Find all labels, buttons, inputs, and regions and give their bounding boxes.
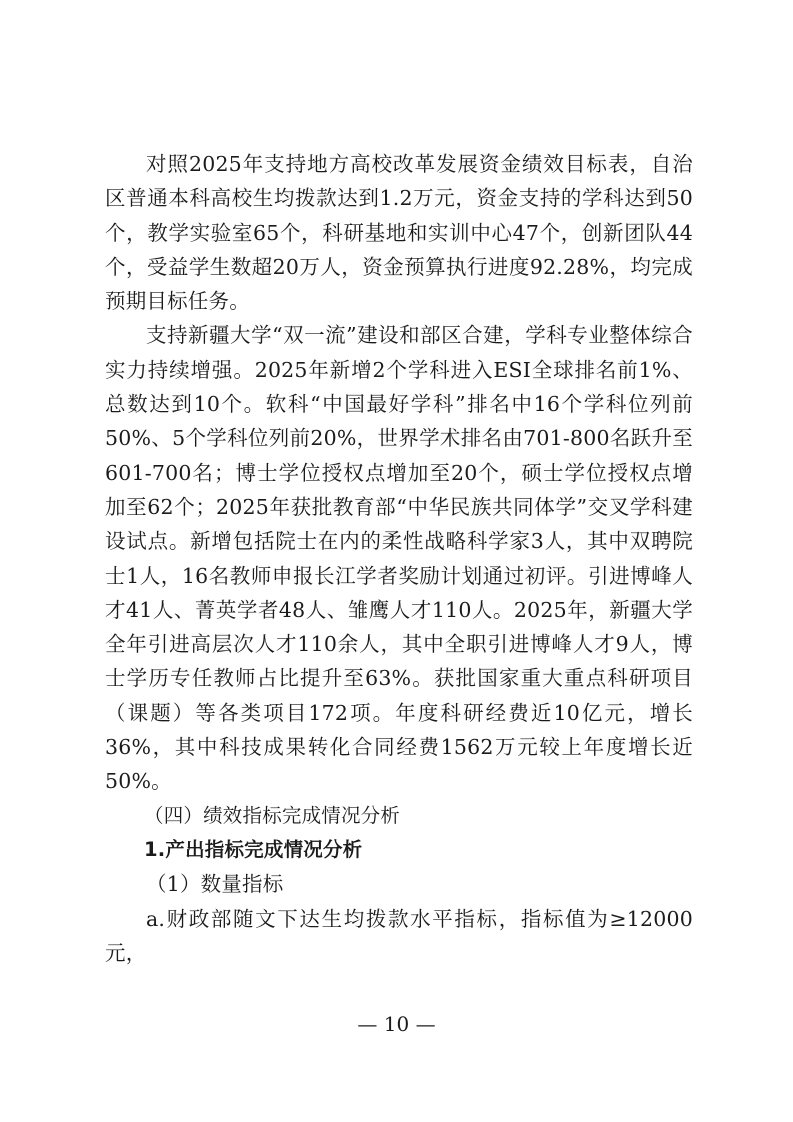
body-text xyxy=(105,147,693,970)
item-text: a.财政部随文下达生均拨款水平指标，指标值为≥12000元， xyxy=(105,906,693,965)
section-heading: （四）绩效指标完成情况分析 xyxy=(144,803,401,827)
paragraph-performance-targets: 对照2025年支持地方高校改革发展资金绩效目标表，自治区普通本科高校生均拨款达到1.2万元，资金支持的学科达到50个，教学实验室65个，科研基地和实训中心47个，创新团队44个，受益学生数超20万人，资金预算执行进度92.28%，均完成预期目标任务。 xyxy=(105,152,693,314)
page-number: — 10 — xyxy=(357,1012,436,1036)
item-heading: （1）数量指标 xyxy=(146,872,284,897)
subsection-heading: 1.产出指标完成情况分析 xyxy=(144,837,363,861)
paragraph-xinjiang-university: 支持新疆大学“双一流”建设和部区合建，学科专业整体综合实力持续增强。2025年新增2个学科进入ESI全球排名前1%、总数达到10个。软科“中国最好学科”排名中16个学科位列前50%、5个学科位列前20%，世界学术排名由701-800名跃升至601-700名；博士学位授权点增加至20个，硕士学位授权点增加至62个；2025年获批教育部“中华民族共同体学”交叉学科建设试点。新增包括院士在内的柔性战略科学家3人，其中双聘院士1人，16名教师申报长江学者奖励计划通过初评。引进博峰人才41人、菁英学者48人、雏鹰人才110人。2025年，新疆大学全年引进高层次人才110余人，其中全职引进博峰人才9人，博士学历专任教师占比提升至63%。获批国家重大重点科研项目（课题）等各类项目172项。年度科研经费近10亿元，增长36%，其中科技成果转化合同经费1562万元较上年度增长近50%。 xyxy=(105,323,693,794)
